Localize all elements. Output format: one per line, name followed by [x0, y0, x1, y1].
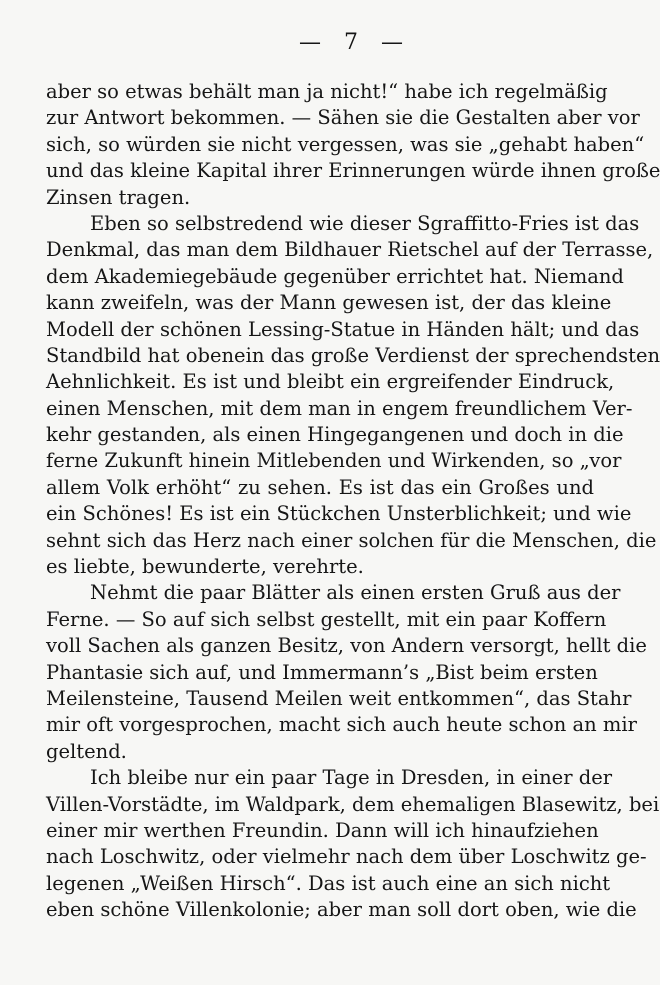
text-line: ferne Zukunft hinein Mitlebenden und Wirkenden, so „vor	[46, 449, 622, 473]
text-line: Zinsen tragen.	[46, 185, 191, 209]
text-line: allem Volk erhöht“ zu sehen. Es ist das ein Großes und	[46, 475, 594, 499]
text-line: zur Antwort bekommen. — Sähen sie die Gestalten aber vor	[46, 106, 640, 130]
text-line: Ich bleibe nur ein paar Tage in Dresden, in einer der	[90, 766, 613, 790]
text-line: sich, so würden sie nicht vergessen, was sie „gehabt haben“	[46, 132, 645, 156]
text-line: einer mir werthen Freundin. Dann will ich hinaufziehen	[46, 818, 599, 842]
text-line: dem Akademiegebäude gegenüber errichtet hat. Niemand	[46, 264, 624, 288]
text-line: Phantasie sich auf, und Immermann’s „Bist beim ersten	[46, 660, 598, 684]
text-line: kann zweifeln, was der Mann gewesen ist, der das kleine	[46, 291, 612, 315]
text-line: einen Menschen, mit dem man in engem freundlichem Ver-	[46, 396, 633, 420]
text-line: Villen-Vorstädte, im Waldpark, dem ehemaligen Blasewitz, bei	[46, 792, 660, 816]
text-line: Nehmt die paar Blätter als einen ersten Gruß aus der	[90, 581, 621, 605]
text-line: Modell der schönen Lessing-Statue in Händen hält; und das	[46, 317, 640, 341]
text-line: es liebte, bewunderte, verehrte.	[46, 555, 364, 579]
body-text	[46, 79, 660, 924]
text-line: Meilensteine, Tausend Meilen weit entkommen“, das Stahr	[46, 686, 632, 710]
text-line: Eben so selbstredend wie dieser Sgraffitto-Fries ist das	[90, 211, 640, 235]
text-line: nach Loschwitz, oder vielmehr nach dem über Loschwitz ge-	[46, 845, 647, 869]
text-line: sehnt sich das Herz nach einer solchen für die Menschen, die	[46, 528, 657, 552]
text-line: Denkmal, das man dem Bildhauer Rietschel auf der Terrasse,	[46, 238, 654, 262]
text-line: eben schöne Villenkolonie; aber man soll dort oben, wie die	[46, 898, 637, 922]
text-line: aber so etwas behält man ja nicht!“ habe ich regelmäßig	[46, 80, 608, 103]
text-line: mir oft vorgesprochen, macht sich auch heute schon an mir	[46, 713, 637, 737]
page-number: — 7 —	[299, 30, 411, 55]
text-line: Aehnlichkeit. Es ist und bleibt ein ergreifender Eindruck,	[46, 370, 615, 394]
text-line: Standbild hat obenein das große Verdienst der sprechendsten	[46, 343, 660, 367]
text-line: Ferne. — So auf sich selbst gestellt, mit ein paar Koffern	[46, 607, 607, 631]
text-line: und das kleine Kapital ihrer Erinnerungen würde ihnen große	[46, 159, 660, 183]
text-line: kehr gestanden, als einen Hingegangenen und doch in die	[46, 423, 624, 447]
text-line: voll Sachen als ganzen Besitz, von Andern versorgt, hellt die	[46, 634, 647, 658]
text-line: ein Schönes! Es ist ein Stückchen Unsterblichkeit; und wie	[46, 502, 632, 526]
text-line: legenen „Weißen Hirsch“. Das ist auch eine an sich nicht	[46, 871, 611, 895]
text-line: geltend.	[46, 739, 127, 763]
